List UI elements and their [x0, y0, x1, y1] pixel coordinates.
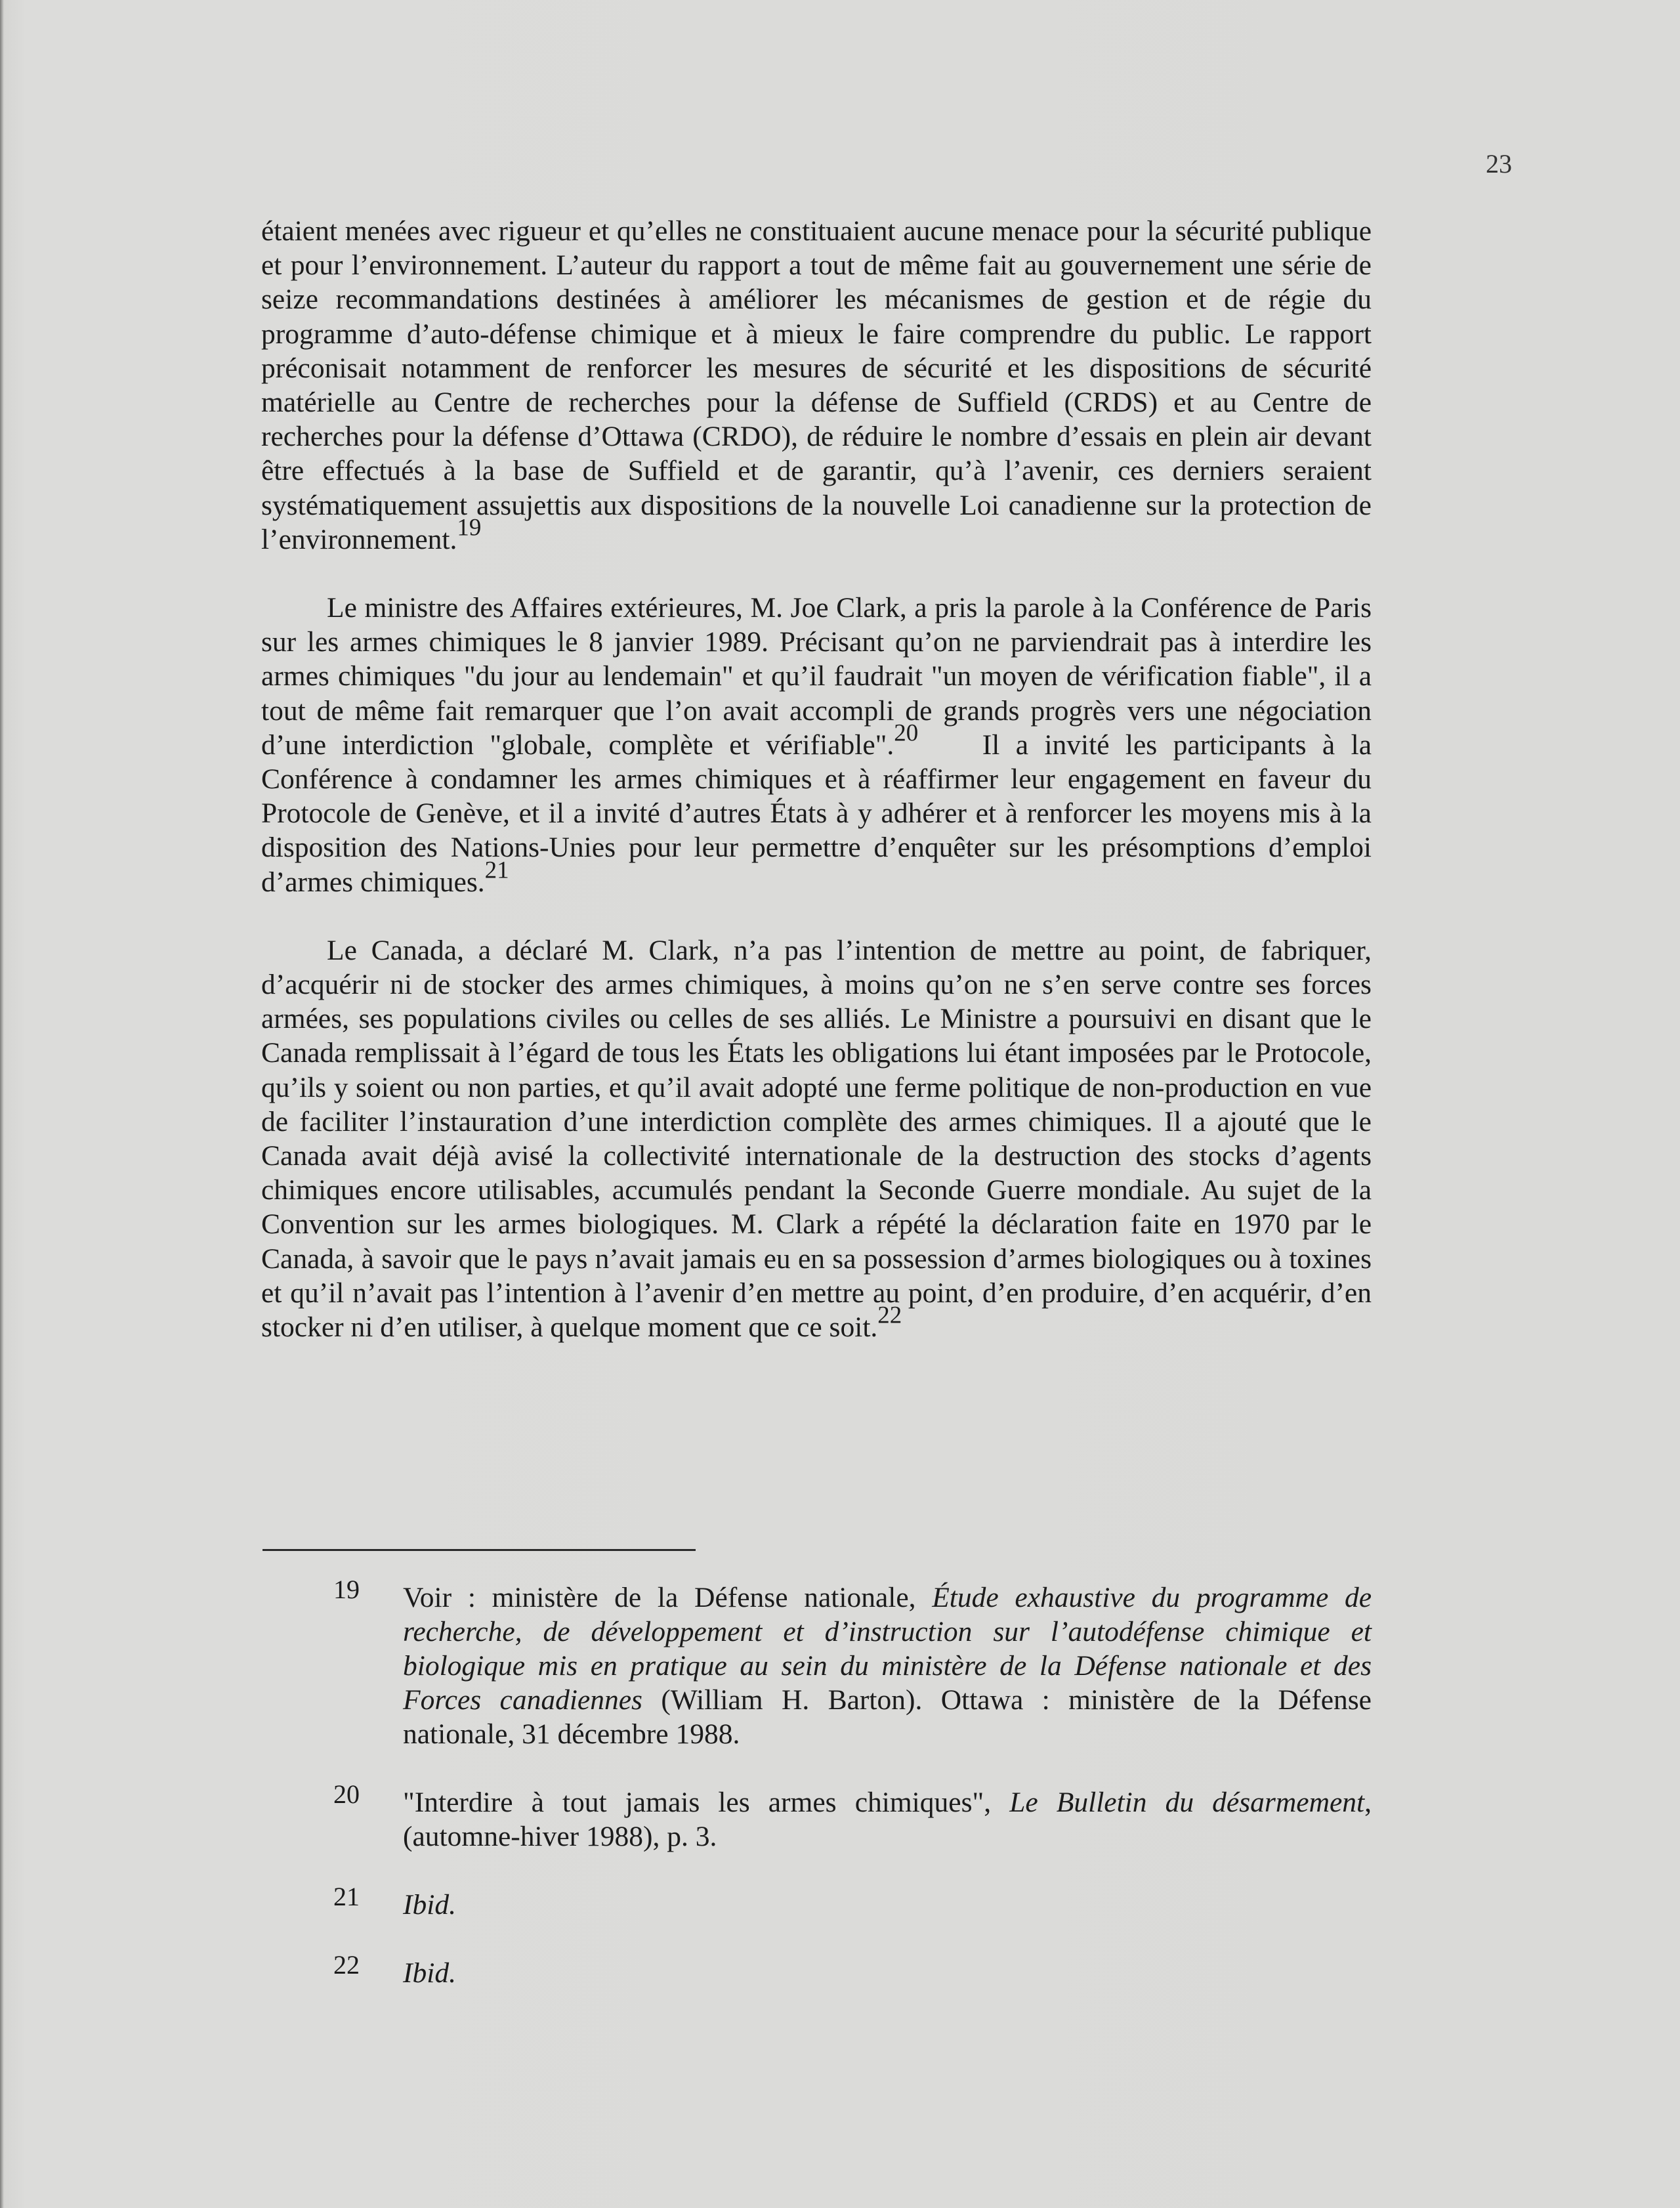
footnote-reference: 19 [457, 513, 482, 541]
footnote-text [403, 1888, 1372, 1922]
footnote-text-plain: "Interdire à tout jamais les armes chimiques", [403, 1787, 1010, 1818]
footnote-text-plain: (William H. Barton). Ottawa : ministère de la Défense nationale, 31 décembre 1988. [403, 1684, 1372, 1750]
footnote-separator [262, 1549, 696, 1551]
footnote [261, 1575, 1372, 1751]
footnote [261, 1779, 1372, 1854]
footnote-reference: 21 [484, 856, 509, 883]
footnote-text [403, 1785, 1372, 1854]
footnote [261, 1882, 1372, 1922]
footnote-text-plain: Voir : ministère de la Défense nationale, [403, 1582, 933, 1613]
footnote-text [403, 1956, 1372, 1990]
paragraph-text: étaient menées avec rigueur et qu’elles ne constituaient aucune menace pour la sécurité publique et pour l’environnement. L’auteur du rapport a tout de même fait au gouvernement une série de seize recommandations destinées à améliorer les mécanismes de gestion et de régie du programme d’auto-défense chimique et à mieux le faire comprendre du public. Le rapport préconisait notamment de renforcer les mesures de sécurité et les dispositions de sécurité matérielle au Centre de recherches pour la défense de Suffield (CRDS) et au Centre de recherches pour la défense d’Ottawa (CRDO), de réduire le nombre d’essais en plein air devant être effectués à la base de Suffield et de garantir, qu’à l’avenir, ces derniers seraient systématiquement assujettis aux dispositions de la nouvelle Loi canadienne sur la protection de l’environnement. [261, 215, 1372, 555]
footnote [261, 1950, 1372, 1990]
paragraph-1 [261, 214, 1372, 557]
footnote-title-italic: Étude exhaustive du programme de recherche, de développement et d’instruction sur l’autodéfense chimique et biologique mis en pratique au sein du ministère de la Défense nationale et des Forces canadiennes [403, 1582, 1372, 1716]
paragraph-text: Le Canada, a déclaré M. Clark, n’a pas l’intention de mettre au point, de fabriquer, d’acquérir ni de stocker des armes chimiques, à moins qu’on ne s’en serve contre ses forces armées, ses populations civiles ou celles de ses alliés. Le Ministre a poursuivi en disant que le Canada remplissait à l’égard de tous les États les obligations lui étant imposées par le Protocole, qu’ils y soient ou non parties, et qu’il avait adopté une ferme politique de non-production en vue de faciliter l’instauration d’une interdiction complète des armes chimiques. Il a ajouté que le Canada avait déjà avisé la collectivité internationale de la destruction des stocks d’agents chimiques encore utilisables, accumulés pendant la Seconde Guerre mondiale. Au sujet de la Convention sur les armes biologiques. M. Clark a répété la déclaration faite en 1970 par le Canada, à savoir que le pays n’avait jamais eu en sa possession d’armes biologiques ou à toxines et qu’il n’avait pas l’intention à l’avenir d’en mettre au point, d’en produire, d’en acquérir, d’en stocker ni d’en utiliser, à quelque moment que ce soit. [261, 934, 1372, 1344]
footnote-text-plain: , (automne-hiver 1988), p. 3. [403, 1787, 1372, 1852]
body-text [261, 214, 1372, 1344]
paragraph-text: Le ministre des Affaires extérieures, M. Joe Clark, a pris la parole à la Conférence de Paris sur les armes chimiques le 8 janvier 1989. Précisant qu’on ne parviendrait pas à interdire les armes chimiques "du jour au lendemain" et qu’il faudrait "un moyen de vérification fiable", il a tout de même fait remarquer que l’on avait accompli de grands progrès vers une négociation d’une interdiction "globale, complète et vérifiable". [261, 592, 1372, 761]
footnote-reference: 22 [877, 1301, 902, 1328]
footnote-reference: 20 [894, 719, 919, 746]
footnote-number: 21 [333, 1882, 360, 1911]
paragraph-2 [261, 591, 1372, 899]
paragraph-3 [261, 933, 1372, 1344]
footnote-title-italic: Ibid. [403, 1957, 456, 1989]
footnote-title-italic: Le Bulletin du désarmement [1009, 1787, 1365, 1818]
footnote-number: 20 [333, 1779, 360, 1809]
paragraph-text: Il a invité les participants à la Conférence à condamner les armes chimiques et à réaffirmer leur engagement en faveur du Protocole de Genève, et il a invité d’autres États à y adhérer et à renforcer les moyens mis à la disposition des Nations-Unies pour leur permettre d’enquêter sur les présomptions d’emploi d’armes chimiques. [261, 729, 1372, 898]
footnote-number: 22 [333, 1950, 360, 1980]
footnote-title-italic: Ibid. [403, 1889, 456, 1921]
page-number: 23 [1486, 149, 1512, 179]
footnotes [261, 1575, 1372, 1990]
footnote-text [403, 1581, 1372, 1751]
footnote-number: 19 [333, 1575, 360, 1604]
